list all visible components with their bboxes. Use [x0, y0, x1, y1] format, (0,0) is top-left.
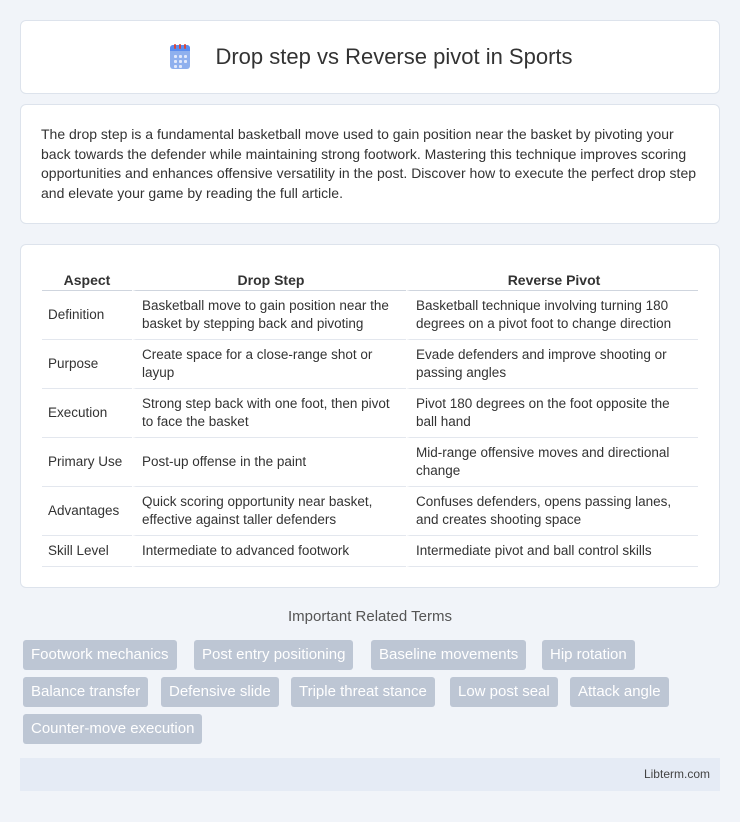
- comparison-table: [42, 265, 698, 567]
- row-aspect: Skill Level: [42, 536, 132, 567]
- table-row: [42, 389, 698, 438]
- related-term-tag[interactable]: Baseline movements: [371, 640, 526, 670]
- table-header-row: [42, 265, 698, 291]
- header-drop-step: Drop Step: [132, 265, 406, 291]
- row-aspect: Purpose: [42, 340, 132, 389]
- row-drop-step: Intermediate to advanced footwork: [132, 536, 406, 567]
- header-card: [20, 20, 720, 94]
- related-term-tag[interactable]: Triple threat stance: [291, 677, 435, 707]
- intro-card: [20, 104, 720, 224]
- footer-site-link[interactable]: Libterm.com: [643, 767, 710, 781]
- related-term-tag[interactable]: Defensive slide: [161, 677, 279, 707]
- table-row: [42, 291, 698, 340]
- row-reverse-pivot: Mid-range offensive moves and directional change: [406, 438, 698, 487]
- footer: [20, 758, 720, 791]
- related-term-tag[interactable]: Post entry positioning: [194, 640, 353, 670]
- row-aspect: Definition: [42, 291, 132, 340]
- row-reverse-pivot: Pivot 180 degrees on the foot opposite the ball hand: [406, 389, 698, 438]
- related-term-tag[interactable]: Counter-move execution: [23, 714, 202, 744]
- row-reverse-pivot: Intermediate pivot and ball control skills: [406, 536, 698, 567]
- related-term-tag[interactable]: Attack angle: [570, 677, 669, 707]
- intro-text: The drop step is a fundamental basketball move used to gain position near the basket by pivoting your back towards the defender while maintaining strong footwork. Mastering this technique improves scoring opportunities and enhances offensive versatility in the post. Discover how to execute the perfect drop step and elevate your game by reading the full article.: [41, 126, 697, 201]
- related-term-tag[interactable]: Footwork mechanics: [23, 640, 177, 670]
- related-term-tag[interactable]: Low post seal: [450, 677, 558, 707]
- table-row: [42, 536, 698, 567]
- table-row: [42, 487, 698, 536]
- document-icon: [167, 44, 193, 70]
- header-aspect: Aspect: [42, 265, 132, 291]
- row-aspect: Advantages: [42, 487, 132, 536]
- table-row: [42, 438, 698, 487]
- row-drop-step: Create space for a close-range shot or layup: [132, 340, 406, 389]
- row-reverse-pivot: Evade defenders and improve shooting or passing angles: [406, 340, 698, 389]
- row-aspect: Execution: [42, 389, 132, 438]
- row-aspect: Primary Use: [42, 438, 132, 487]
- page-title: Drop step vs Reverse pivot in Sports: [215, 44, 573, 69]
- row-drop-step: Quick scoring opportunity near basket, effective against taller defenders: [132, 487, 406, 536]
- row-reverse-pivot: Confuses defenders, opens passing lanes, and creates shooting space: [406, 487, 698, 536]
- header-reverse-pivot: Reverse Pivot: [406, 265, 698, 291]
- related-terms-title: Important Related Terms: [288, 608, 452, 625]
- comparison-table-card: [20, 244, 720, 588]
- row-reverse-pivot: Basketball technique involving turning 180 degrees on a pivot foot to change direction: [406, 291, 698, 340]
- related-term-tag[interactable]: Balance transfer: [23, 677, 148, 707]
- table-row: [42, 340, 698, 389]
- related-term-tag[interactable]: Hip rotation: [542, 640, 635, 670]
- row-drop-step: Strong step back with one foot, then pivot to face the basket: [132, 389, 406, 438]
- row-drop-step: Basketball move to gain position near the basket by stepping back and pivoting: [132, 291, 406, 340]
- row-drop-step: Post-up offense in the paint: [132, 438, 406, 487]
